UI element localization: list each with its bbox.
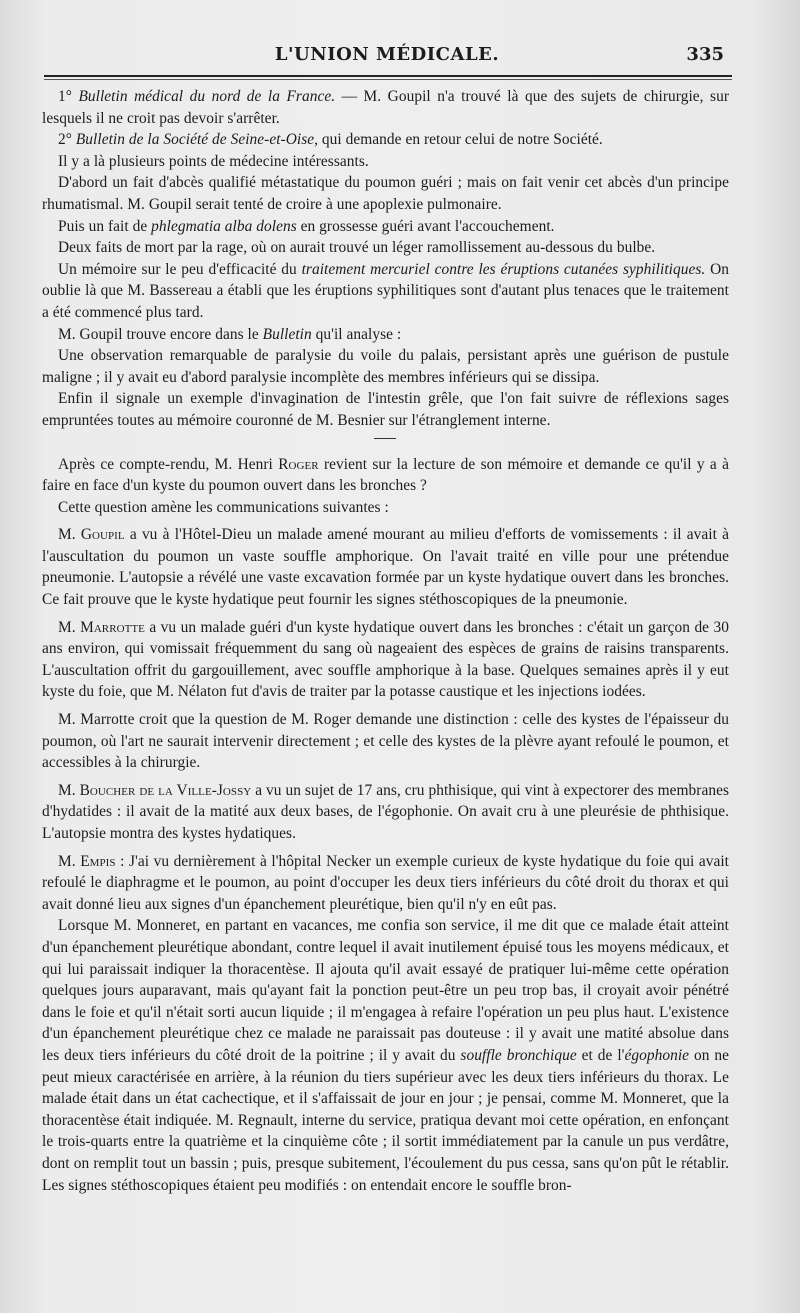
text-run: revient sur la lecture de son mémoire et demande ce qu'il y a à faire en face d'un kyste du poumon ouvert dans les bronches ? xyxy=(42,455,729,495)
paragraph xyxy=(42,851,729,916)
italic-text: Bulletin médical du nord de la France. xyxy=(78,88,336,105)
text-run: M. xyxy=(58,781,80,799)
text-run: et de l' xyxy=(576,1046,625,1064)
separator-dash xyxy=(374,438,396,439)
italic-text: traitement mercuriel contre les éruptions cutanées syphilitiques. xyxy=(301,260,706,278)
paragraph xyxy=(42,454,729,497)
text-run: a vu à l'Hôtel-Dieu un malade amené mourant au milieu d'efforts de vomissements : il avait à l'auscultation du poumon un vaste souffle amphorique. On l'avait traité en ville pour une prétendue pneumonie. L'autopsie a révélé une vaste excavation formée par un kyste hydatique ouvert dans les bronches. Ce fait prouve que le kyste hydatique peut fournir les signes stéthoscopiques de la pneumonie. xyxy=(42,526,729,609)
paragraph xyxy=(42,780,729,845)
header-rule-thin xyxy=(44,79,732,80)
paragraph xyxy=(42,497,729,519)
paragraph xyxy=(42,259,729,324)
page-number: 335 xyxy=(686,44,724,65)
paragraph xyxy=(42,172,729,215)
paragraph xyxy=(42,709,729,774)
text-run: Enfin il signale un exemple d'invagination de l'intestin grêle, que l'on fait suivre de réflexions sages empruntées toutes au mémoire couronné de M. Besnier sur l'étranglement interne. xyxy=(42,390,729,429)
text-run: On oublie là que M. Bassereau a établi que les éruptions syphilitiques sont d'autant plus tenaces que le traitement a été commencé plus tard. xyxy=(42,260,729,321)
italic-text: phlegmatia alba dolens xyxy=(151,217,297,235)
paragraph xyxy=(42,237,729,259)
page-header xyxy=(40,44,734,72)
text-run: en grossesse guéri avant l'accouchement. xyxy=(296,217,555,235)
text-run: 1° xyxy=(58,88,79,105)
paragraph xyxy=(42,617,729,703)
text-run: a vu un malade guéri d'un kyste hydatique ouvert dans les bronches : c'était un garçon de 30 ans environ, qui vomissait fréquemment du sang où nageaient des espèces de grains de raisins transparents. L'auscultation offrit du gargouillement, avec souffle amphorique à la base. Quelques semaines après il y eut kyste du foie, que M. Nélaton fut d'avis de traiter par la potasse caustique et les injections iodées. xyxy=(42,618,729,701)
text-run: 2° xyxy=(58,131,76,149)
section-discussion xyxy=(42,454,729,1197)
text-run: : J'ai vu dernièrement à l'hôpital Necker un exemple curieux de kyste hydatique du foie qui avait refoulé le diaphragme et le poumon, au point d'occuper les deux tiers inférieurs du côté droit du thorax et qui avait donné lieu aux signes d'un épanchement pleurétique, bien qu'il n'y en eût pas. xyxy=(42,852,729,913)
italic-text: Bulletin de la Société de Seine-et-Oise, xyxy=(75,131,319,149)
text-run: Une observation remarquable de paralysie du voile du palais, persistant après une guérison de pustule maligne ; il y avait eu d'abord paralysie incomplète des membres inférieurs qui se dissipa. xyxy=(42,347,729,386)
text-run: qu'il analyse : xyxy=(311,325,402,343)
author-name: Marrotte xyxy=(80,618,145,636)
text-run: Lorsque M. Monneret, en partant en vacances, me confia son service, il me dit que ce malade était atteint d'un épanchement pleurétique abondant, contre lequel il avait inutilement épuisé tous les moyens médicaux, et qui lui paraissait indiquer la thoracentèse. Il ajouta qu'il avait essayé de pratiquer lui-même cette opération quelques jours auparavant, mais qu'ayant fait la ponction peut-être un peu trop bas, il croyait avoir pénétré dans le foie et qu'il n'était sorti aucun liquide ; il m'engagea à refaire l'opération un peu plus haut. L'existence d'un épanchement pleurétique chez ce malade ne paraissait pas douteuse : il y avait une matité absolue dans les deux tiers inférieurs du côté droit de la poitrine ; il y avait du xyxy=(42,917,729,1064)
author-name: Goupil xyxy=(80,526,125,544)
text-run: D'abord un fait d'abcès qualifié métastatique du poumon guéri ; mais on fait venir cet abcès d'un principe rhumatismal. M. Goupil serait tenté de croire à une apoplexie pulmonaire. xyxy=(42,174,729,213)
section-bulletin-review xyxy=(42,86,729,432)
italic-text: égophonie xyxy=(624,1046,690,1064)
article-body xyxy=(42,86,729,1196)
text-run: on ne peut mieux caractérisée en arrière, à la réunion du tiers supérieur avec les deux tiers inférieurs du thorax. Le malade était dans un état cachectique, et il s'affaissait de jour en jour ; je pensai, comme M. Monneret, que la thoracentèse était indiquée. M. Regnault, interne du service, pratiqua devant moi cette opération, en enfonçant le trois-quarts entre la quatrième et la cinquième côte ; il sortit immédiatement par la canule un pus verdâtre, dont on remplit tout un bassin ; puis, presque subitement, l'écoulement du pus cessa, sans qu'on pût le rétablir. Les signes stéthoscopiques étaient peu modifiés : on entendait encore le souffle bron- xyxy=(42,1046,729,1194)
paragraph xyxy=(42,524,729,610)
paragraph xyxy=(42,151,729,173)
text-run: Un mémoire sur le peu d'efficacité du xyxy=(58,260,302,278)
text-run: M. xyxy=(58,618,81,636)
section-separator xyxy=(42,432,729,454)
paragraph xyxy=(42,915,729,1196)
author-name: Roger xyxy=(278,455,319,473)
paragraph xyxy=(42,86,729,129)
text-run: M. Marrotte croit que la question de M. Roger demande une distinction : celle des kystes de l'épaisseur du poumon, où l'art ne saurait intervenir directement ; et celle des kystes de la plèvre ayant refoulé le poumon, et accessibles à la chirurgie. xyxy=(42,711,729,772)
text-run: qui demande en retour celui de notre Société. xyxy=(318,131,603,149)
text-run: Puis un fait de xyxy=(58,217,152,235)
text-run: Après ce compte-rendu, M. Henri xyxy=(58,455,279,473)
italic-text: souffle bronchique xyxy=(460,1046,577,1064)
text-run: M. Goupil trouve encore dans le xyxy=(58,325,263,343)
paragraph xyxy=(42,345,729,388)
running-title: L'UNION MÉDICALE. xyxy=(274,44,500,65)
text-run: M. xyxy=(58,526,81,544)
text-run: — M. Goupil n'a trouvé là que des sujets de chirurgie, sur lesquels il ne croit pas devoir s'arrêter. xyxy=(42,88,729,127)
paragraph xyxy=(42,129,729,151)
author-name: Empis xyxy=(80,852,116,870)
paragraph xyxy=(42,388,729,431)
text-run: Cette question amène les communications suivantes : xyxy=(58,498,389,516)
author-name: Boucher de la Ville-Jossy xyxy=(79,781,252,799)
italic-text: Bulletin xyxy=(262,325,312,343)
paragraph xyxy=(42,324,729,346)
text-run: a vu un sujet de 17 ans, cru phthisique, qui vint à expectorer des membranes d'hydatides : il avait de la matité aux deux bases, de l'égophonie. On avait cru à une pleurésie de phthisique. L'autopsie montra des kystes hydatiques. xyxy=(42,781,730,842)
text-run: Il y a là plusieurs points de médecine intéressants. xyxy=(58,152,369,170)
text-run: M. xyxy=(58,852,81,870)
header-rule xyxy=(44,75,732,77)
paragraph xyxy=(42,216,729,238)
text-run: Deux faits de mort par la rage, où on aurait trouvé un léger ramollissement au-dessous du bulbe. xyxy=(58,239,656,257)
